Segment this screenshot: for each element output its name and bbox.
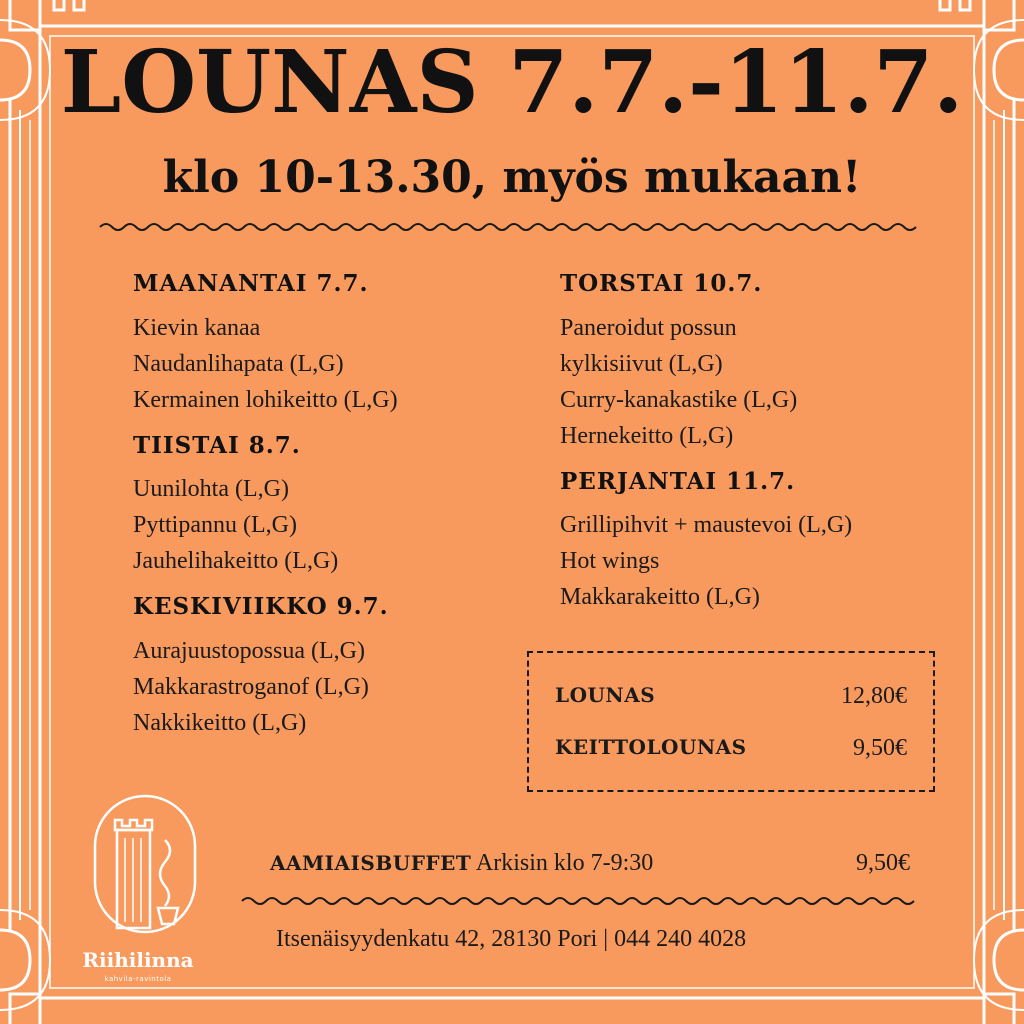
- day-heading: PERJANTAI 11.7.: [560, 467, 796, 495]
- dish-item: Nakkikeitto (L,G): [133, 709, 307, 736]
- day-heading: TORSTAI 10.7.: [560, 270, 763, 297]
- day-block-friday: [560, 468, 980, 616]
- dish-item: Aurajuustopossua (L,G): [133, 637, 365, 664]
- page-title: LOUNAS 7.7.-11.7.: [60, 32, 964, 133]
- day-block-thursday: [560, 270, 980, 454]
- dish-item: Hot wings: [560, 548, 660, 575]
- breakfast-label: AAMIAISBUFFET: [270, 851, 472, 875]
- page-subtitle: klo 10-13.30, myös mukaan!: [162, 152, 862, 203]
- lunch-label: LOUNAS: [555, 683, 656, 707]
- dish-item: kylkisiivut (L,G): [560, 350, 723, 377]
- day-block-tuesday: [133, 432, 533, 580]
- dish-item: Curry-kanakastike (L,G): [560, 386, 798, 413]
- breakfast-info: [270, 850, 653, 877]
- breakfast-row: [270, 850, 910, 877]
- price-box: [527, 651, 935, 792]
- day-heading: TIISTAI 8.7.: [133, 431, 301, 459]
- dish-item: Uunilohta (L,G): [133, 476, 289, 503]
- day-block-monday: [133, 270, 533, 418]
- address-line: Itsenäisyydenkatu 42, 28130 Pori | 044 240 4028: [276, 926, 747, 952]
- dish-item: Makkarakeitto (L,G): [560, 584, 760, 611]
- lunch-price: 12,80€: [841, 683, 907, 709]
- menu-column-right: [560, 270, 980, 629]
- soup-lunch-price: 9,50€: [853, 735, 907, 761]
- dish-item: Hernekeitto (L,G): [560, 422, 734, 449]
- breakfast-hours: Arkisin klo 7-9:30: [475, 850, 654, 876]
- logo-name: Riihilinna: [82, 948, 194, 972]
- dish-item: Kermainen lohikeitto (L,G): [133, 386, 398, 413]
- dish-item: Jauhelihakeitto (L,G): [133, 548, 339, 575]
- dish-item: Makkarastroganof (L,G): [133, 673, 369, 700]
- menu-column-left: [133, 270, 533, 755]
- price-row-soup: [555, 735, 907, 762]
- dish-item: Paneroidut possun: [560, 314, 737, 341]
- breakfast-price: 9,50€: [856, 850, 910, 876]
- logo-tagline: kahvila-ravintola: [104, 975, 172, 983]
- day-block-wednesday: [133, 593, 533, 741]
- day-heading: MAANANTAI 7.7.: [133, 270, 369, 297]
- dish-item: Naudanlihapata (L,G): [133, 350, 344, 377]
- dish-item: Kievin kanaa: [133, 314, 261, 341]
- day-heading: KESKIVIIKKO 9.7.: [133, 593, 389, 621]
- dish-item: Grillipihvit + maustevoi (L,G): [560, 512, 853, 539]
- price-row-lunch: [555, 683, 907, 710]
- soup-lunch-label: KEITTOLOUNAS: [555, 735, 747, 759]
- dish-item: Pyttipannu (L,G): [133, 512, 297, 539]
